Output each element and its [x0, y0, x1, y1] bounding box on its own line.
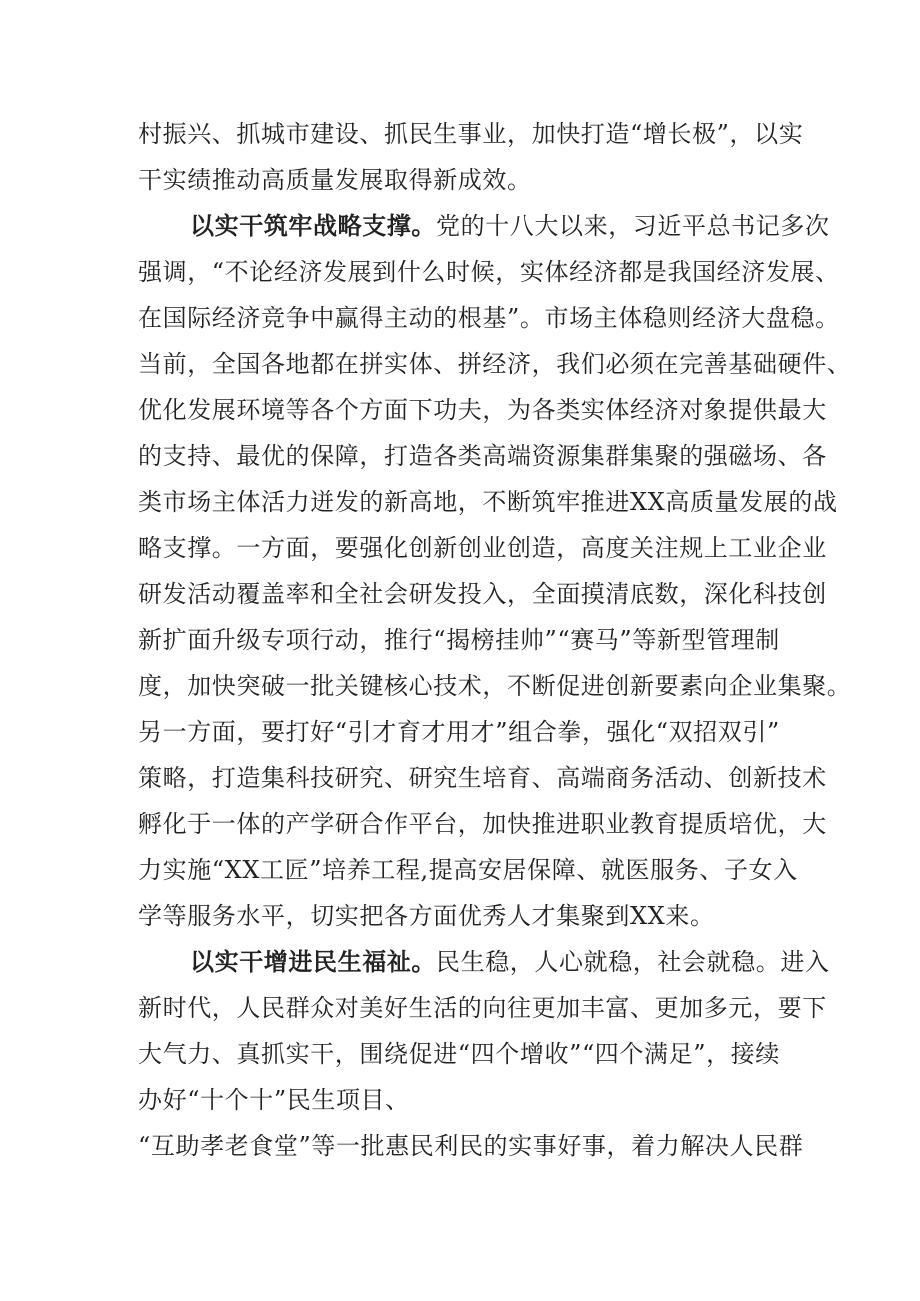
text-line: 办好“十个十”民生项目、	[138, 1086, 410, 1114]
text-line: 类市场主体活力迸发的新高地，不断筑牢推进XX高质量发展的战	[138, 488, 838, 516]
text-line: 干实绩推动高质量发展取得新成效。	[138, 166, 532, 194]
text-line: 学等服务水平，切实把各方面优秀人才集聚到XX来。	[138, 902, 715, 930]
paragraph-heading: 以实干筑牢战略支撑。	[190, 211, 436, 240]
text-line: 村振兴、抓城市建设、抓民生事业，加快打造“增长极”，以实	[138, 120, 804, 148]
text-line: “互助孝老食堂”等一批惠民利民的实事好事，着力解决人民群	[138, 1132, 804, 1160]
text-line: 策略，打造集科技研究、研究生培育、高端商务活动、创新技术	[138, 764, 827, 792]
paragraph-lead-line: 以实干筑牢战略支撑。党的十八大以来，习近平总书记多次	[190, 211, 830, 240]
paragraph-heading: 以实干增进民生福祉。	[190, 947, 436, 976]
text-line: 强调，“不论经济发展到什么时候，实体经济都是我国经济发展、	[138, 258, 840, 286]
text-line: 当前，全国各地都在拼实体、拼经济，我们必须在完善基础硬件、	[138, 350, 852, 378]
text-line: 略支撑。一方面，要强化创新创业创造，高度关注规上工业企业	[138, 534, 827, 562]
text-line: 的支持、最优的保障，打造各类高端资源集群集聚的强磁场、各	[138, 442, 827, 470]
text-line: 新时代，人民群众对美好生活的向往更加丰富、更加多元，要下	[138, 994, 827, 1022]
text-line: 大气力、真抓实干，围绕促进“四个增收”“四个满足”，接续	[138, 1040, 780, 1068]
text-line: 度，加快突破一批关键核心技术，不断促进创新要素向企业集聚。	[138, 672, 852, 700]
text-line: 另一方面，要打好“引才育才用才”组合拳，强化“双招双引”	[138, 718, 780, 746]
paragraph-lead-line: 以实干增进民生福祉。民生稳，人心就稳，社会就稳。进入	[190, 947, 830, 976]
text-line: 研发活动覆盖率和全社会研发投入，全面摸清底数，深化科技创	[138, 580, 827, 608]
text-line: 力实施“XX工匠”培养工程,提高安居保障、就医服务、子女入	[138, 856, 798, 884]
text-line: 优化发展环境等各个方面下功夫，为各类实体经济对象提供最大	[138, 396, 827, 424]
text-line: 新扩面升级专项行动，推行“揭榜挂帅”“赛马”等新型管理制	[138, 626, 780, 654]
text-line: 孵化于一体的产学研合作平台，加快推进职业教育提质培优，大	[138, 810, 827, 838]
text-line: 在国际经济竞争中赢得主动的根基”。市场主体稳则经济大盘稳。	[138, 304, 840, 332]
